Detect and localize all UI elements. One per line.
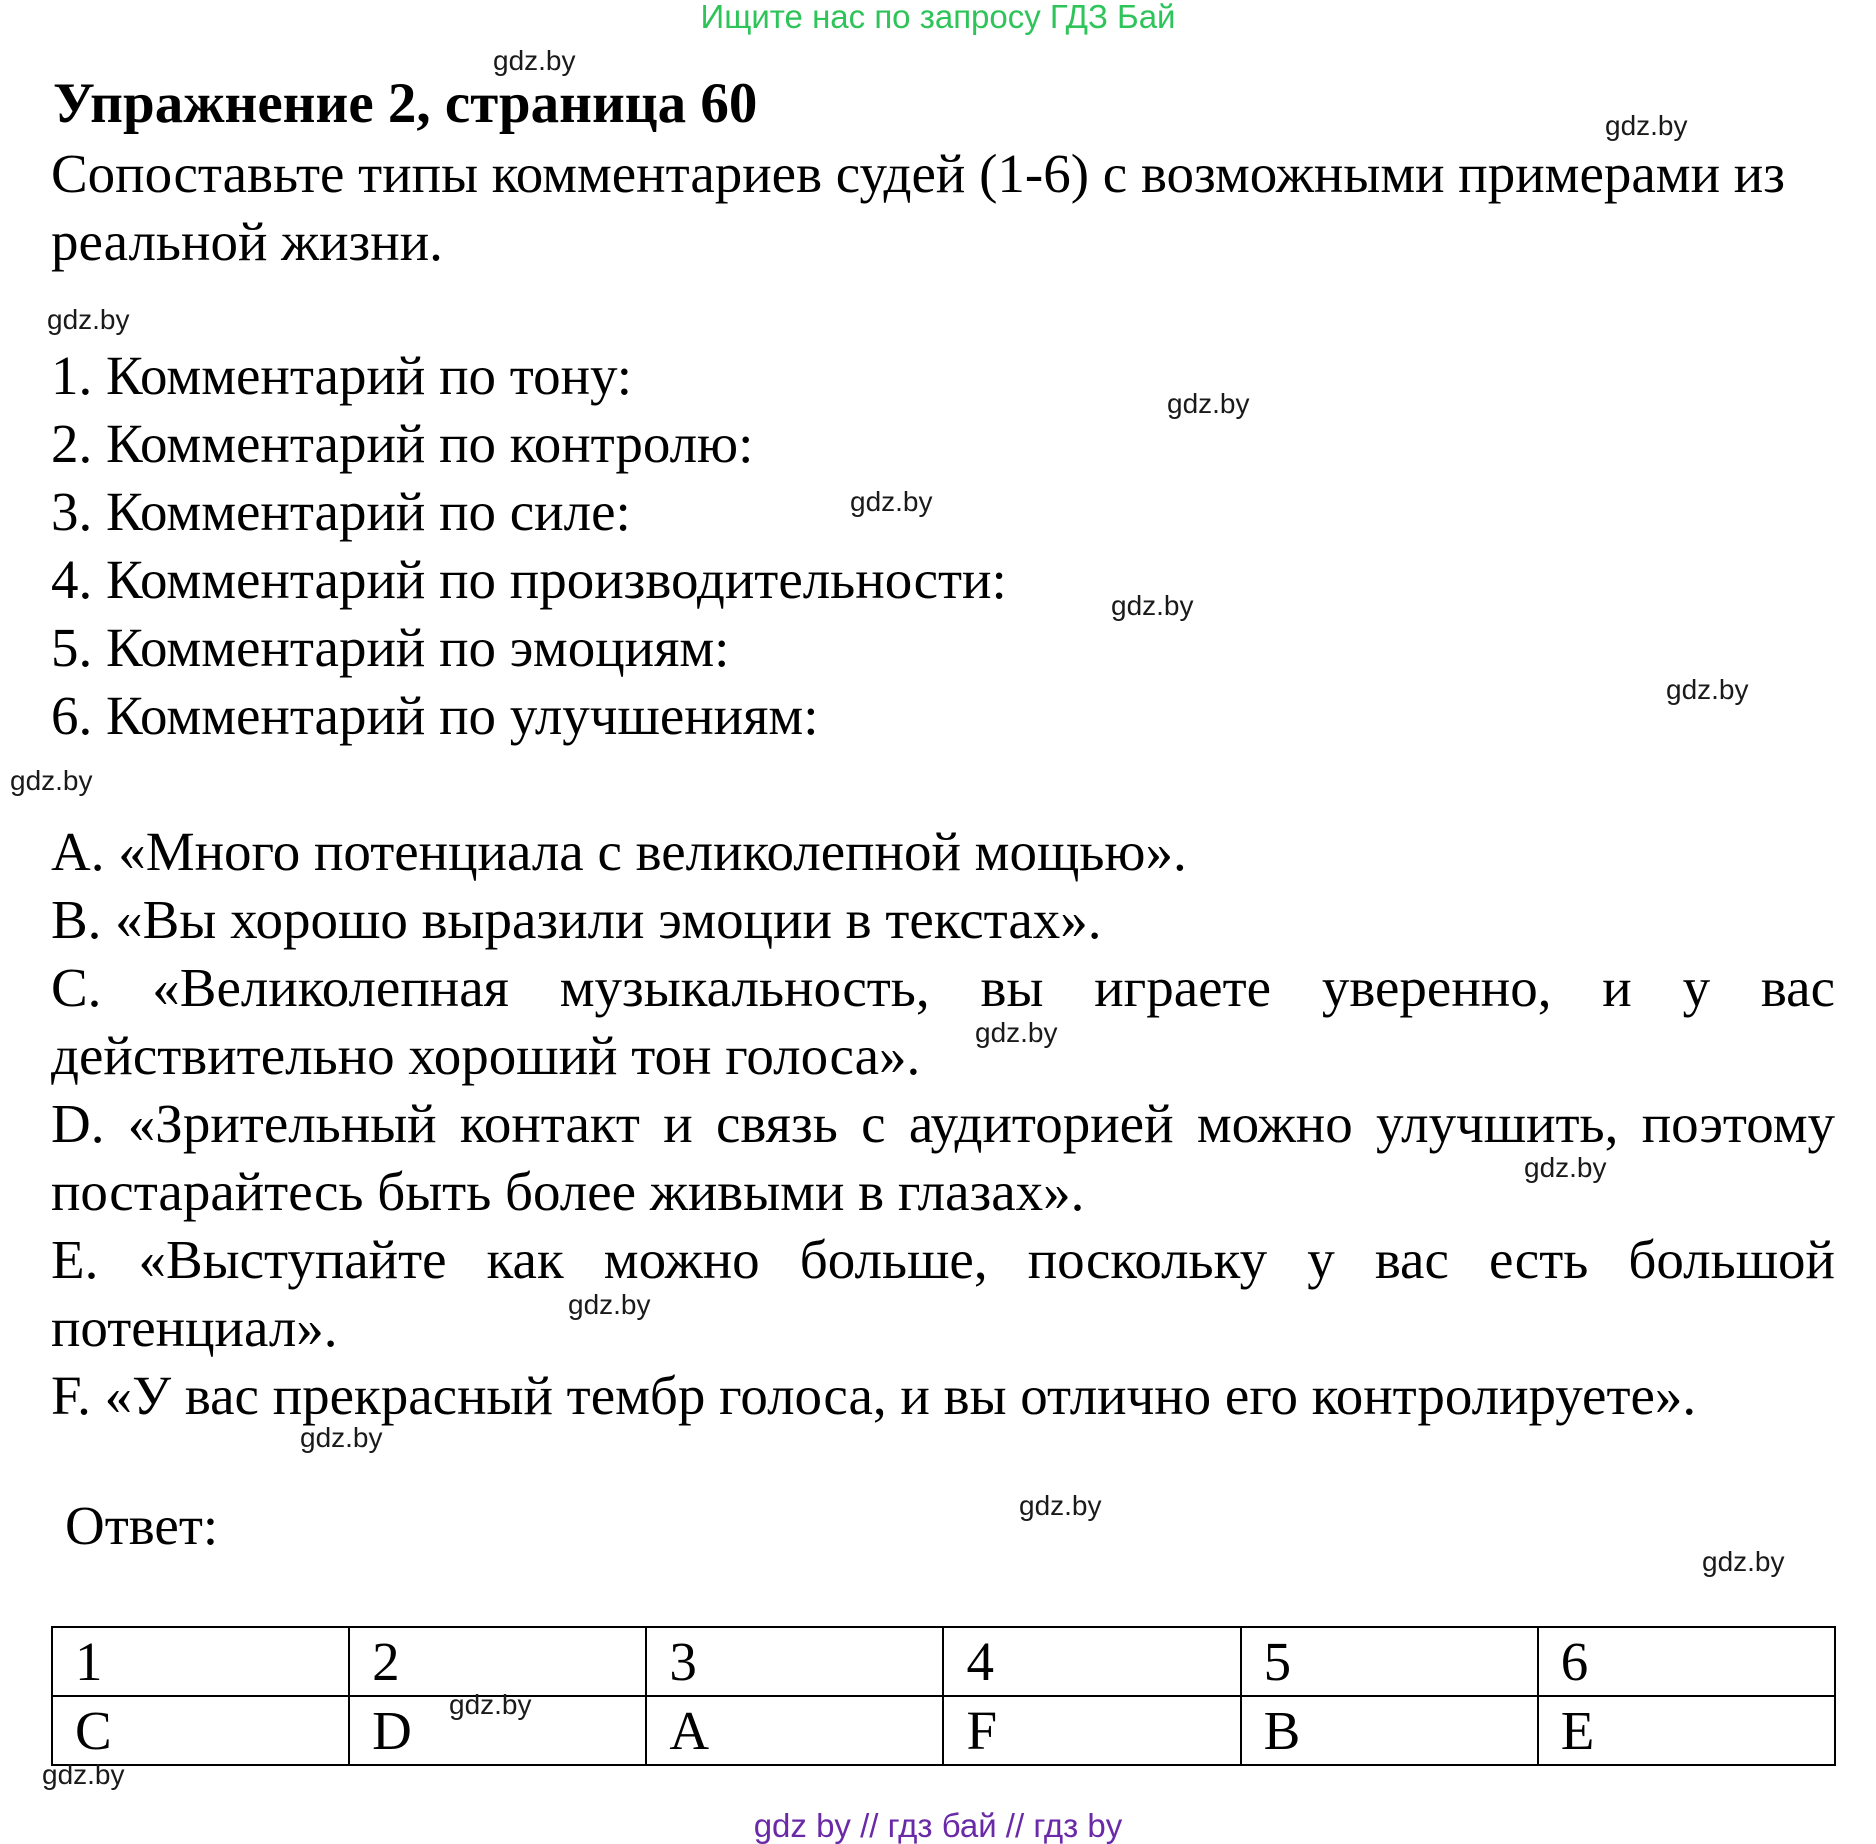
watermark: gdz.by	[1605, 110, 1688, 141]
answer-number-cell: 5	[1241, 1627, 1538, 1696]
watermark: gdz.by	[850, 486, 933, 517]
answer-table	[51, 1626, 1836, 1766]
watermark: gdz.by	[1702, 1546, 1785, 1577]
answer-number-cell: 1	[52, 1627, 349, 1696]
comment-type-item: 4. Комментарий по производительности:	[51, 549, 1007, 610]
watermark: gdz.by	[42, 1759, 125, 1790]
answer-letter-cell: C	[52, 1696, 349, 1765]
answer-label: Ответ:	[65, 1495, 219, 1556]
example-item: E. «Выступайте как можно больше, поскольку у вас есть большой потенциал».	[51, 1229, 1835, 1358]
answer-letter-cell: D	[349, 1696, 646, 1765]
watermark: gdz.by	[300, 1422, 383, 1453]
watermark: gdz.by	[1524, 1152, 1607, 1183]
answer-letter-cell: A	[646, 1696, 943, 1765]
comment-type-item: 1. Комментарий по тону:	[51, 345, 633, 406]
task-instructions: Сопоставьте типы комментариев судей (1-6) с возможными примерами из реальной жизни.	[51, 143, 1785, 272]
comment-type-item: 5. Комментарий по эмоциям:	[51, 617, 730, 678]
watermark: gdz.by	[47, 304, 130, 335]
comment-type-item: 3. Комментарий по силе:	[51, 481, 631, 542]
watermark: gdz.by	[1019, 1490, 1102, 1521]
exercise-title: Упражнение 2, страница 60	[53, 72, 758, 135]
examples-list	[51, 818, 1835, 1430]
answer-letter-cell: B	[1241, 1696, 1538, 1765]
watermark: gdz.by	[449, 1689, 532, 1720]
answer-number-cell: 4	[943, 1627, 1240, 1696]
example-item: F. «У вас прекрасный тембр голоса, и вы отлично его контролируете».	[51, 1365, 1697, 1426]
watermark: gdz.by	[493, 45, 576, 76]
answer-letter-cell: E	[1538, 1696, 1835, 1765]
answer-number-cell: 6	[1538, 1627, 1835, 1696]
answer-number-row	[52, 1627, 1835, 1696]
comment-types-list	[51, 342, 1007, 750]
example-item: C. «Великолепная музыкальность, вы играете уверенно, и у вас действительно хороший тон голоса».	[51, 957, 1835, 1086]
answer-number-cell: 2	[349, 1627, 646, 1696]
example-item: A. «Много потенциала с великолепной мощью».	[51, 821, 1187, 882]
watermark: gdz.by	[1111, 590, 1194, 621]
top-banner: Ищите нас по запросу ГДЗ Бай	[700, 0, 1176, 35]
answer-letter-row	[52, 1696, 1835, 1765]
answer-number-cell: 3	[646, 1627, 943, 1696]
example-item: B. «Вы хорошо выразили эмоции в текстах».	[51, 889, 1102, 950]
watermark: gdz.by	[1167, 388, 1250, 419]
watermark: gdz.by	[568, 1289, 651, 1320]
watermark: gdz.by	[975, 1017, 1058, 1048]
example-item: D. «Зрительный контакт и связь с аудиторией можно улучшить, поэтому постарайтесь быть более живыми в глазах».	[51, 1093, 1835, 1222]
comment-type-item: 6. Комментарий по улучшениям:	[51, 685, 819, 746]
watermark: gdz.by	[10, 765, 93, 796]
watermark: gdz.by	[1666, 674, 1749, 705]
comment-type-item: 2. Комментарий по контролю:	[51, 413, 754, 474]
footer-links: gdz by // гдз бай // гдз by	[753, 1807, 1123, 1844]
answer-letter-cell: F	[943, 1696, 1240, 1765]
